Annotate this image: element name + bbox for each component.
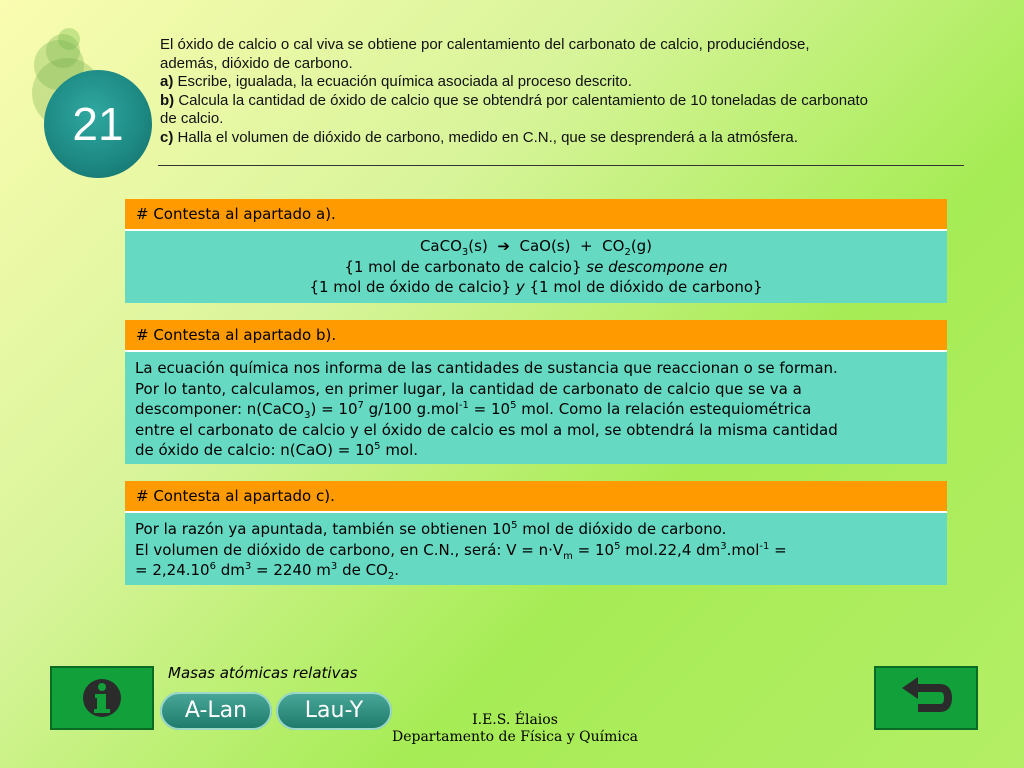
part-c-label: c): [160, 128, 174, 146]
answer-b-line2: Por lo tanto, calculamos, en primer lugar, la cantidad de carbonato de calcio que se va a: [135, 379, 802, 398]
answer-b-line1: La ecuación química nos informa de las cantidades de sustancia que reaccionan o se forman.: [135, 359, 838, 377]
answer-a-box: [125, 229, 947, 303]
question-intro-line1: El óxido de calcio o cal viva se obtiene por calentamiento del carbonato de calcio, produciéndose,: [160, 36, 810, 53]
question-part-b: [160, 92, 970, 111]
question-number-badge: [44, 70, 152, 178]
department-name: Departamento de Física y Química: [391, 729, 639, 745]
answer-c-line2: El volumen de dióxido de carbono, en C.N., será: $V = n\cdot V_m = 10^5$ mol.22,4 $dm^3.mol^{-1}$ =: [135, 540, 787, 562]
answer-c-line3: = $2,24.10^6$ $dm^3 = 2240$ $m^3$ de $CO_2$.: [135, 561, 400, 582]
part-a-label: a): [160, 73, 174, 90]
info-icon: [82, 674, 122, 722]
part-a-text: Escribe, igualada, la ecuación química asociada al proceso descrito.: [177, 73, 632, 90]
part-b-text: Calcula la cantidad de óxido de calcio que se obtendrá por calentamiento de 10 toneladas de carbonato: [178, 91, 868, 109]
return-arrow-icon: [896, 674, 956, 722]
part-c-text: Halla el volumen de dióxido de carbono, medido en C.N., que se desprenderá a la atmósfera.: [177, 128, 798, 146]
question-divider: [158, 165, 964, 166]
atomic-masses-label: Masas atómicas relativas: [168, 664, 358, 682]
equation-explanation-2: {1 mol de óxido de calcio} y {1 mol de dióxido de carbono}: [309, 278, 763, 296]
lau-y-button[interactable]: Lau-Y: [276, 692, 392, 730]
question-intro-line2: además, dióxido de carbono.: [160, 54, 353, 72]
question-text: [160, 36, 970, 147]
info-button[interactable]: [50, 666, 154, 730]
answer-b-line3: descomponer: n(CaCO$_3$) = $10^7$ g/100 $g.mol^{-1} = 10^5$ mol. Como la relación estequiométrica: [135, 400, 812, 421]
reaction-arrow-icon: ➔: [497, 237, 510, 255]
answer-b-line4: entre el carbonato de calcio y el óxido de calcio es mol a mol, se obtendrá la misma cantidad: [135, 420, 838, 439]
footer: [380, 712, 650, 746]
question-part-a: [160, 73, 970, 92]
equation-line: CaCO$_3$(s) ➔ $CaO(s) + CO_2(g)$: [419, 237, 653, 258]
answer-b-line5: de óxido de calcio: $n(CaO) = 10^5$ mol.: [135, 441, 419, 459]
answer-a-header: # Contesta al apartado a).: [125, 199, 947, 229]
equation-explanation-1: {1 mol de carbonato de calcio} se descompone en: [344, 257, 728, 276]
part-b-label: b): [160, 91, 175, 109]
answer-c-box: [125, 511, 947, 585]
question-part-b-cont: de calcio.: [160, 110, 224, 127]
answer-c-line1: Por la razón ya apuntada, también se obtienen $10^5$ mol de dióxido de carbono.: [135, 520, 727, 538]
answer-b-box: [125, 350, 947, 464]
answer-b-header: # Contesta al apartado b).: [125, 320, 947, 350]
question-part-c: [160, 129, 970, 148]
a-lan-button[interactable]: A-Lan: [160, 692, 272, 730]
back-button[interactable]: [874, 666, 978, 730]
answer-c-header: # Contesta al apartado c).: [125, 481, 947, 511]
question-number: 21: [72, 98, 124, 150]
school-name: I.E.S. Élaios: [472, 712, 558, 728]
